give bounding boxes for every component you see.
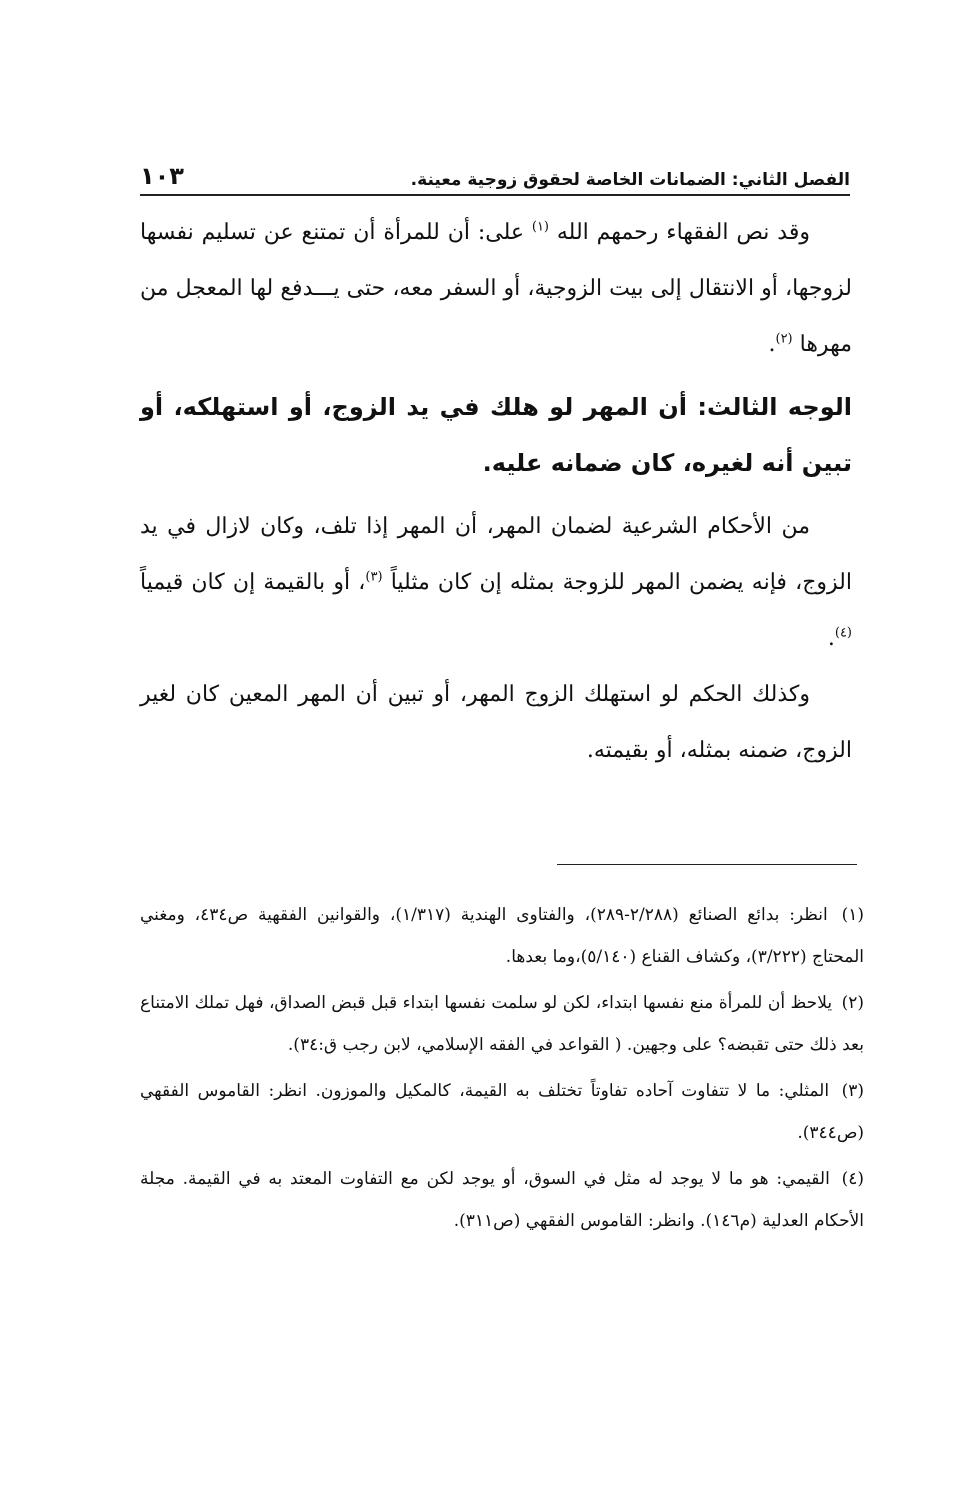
footnotes [140, 894, 864, 1246]
footnote-ref-3: (٣) [365, 569, 383, 585]
paragraph-2-part-b: ، أو بالقيمة إن كان قيمياً [140, 570, 366, 595]
paragraph-2-end: . [827, 626, 835, 651]
footnote-number: (٣) [841, 1081, 864, 1101]
footnote-text: انظر: بدائع الصنائع (٢/٢٨٨-٢٨٩)، والفتاوى الهندية (١/٣١٧)، والقوانين الفقهية ص٤٣٤، ومغني المحتاج (٣/٢٢٢)، وكشاف القناع (٥/١٤٠)،وما بعدها. [140, 905, 864, 967]
footnote-ref-1: (١) [531, 219, 549, 235]
footnote-4 [140, 1158, 864, 1242]
footnote-text: يلاحظ أن للمرأة منع نفسها ابتداء، لكن لو سلمت نفسها ابتداء قبل قبض الصداق، فهل تملك الامتناع بعد ذلك حتى تقبضه؟ على وجهين. ( القواعد في الفقه الإسلامي، لابن رجب ق:٣٤). [140, 993, 864, 1055]
paragraph-1-part-a: وقد نص الفقهاء رحمهم الله [556, 220, 810, 245]
footnote-ref-2: (٢) [775, 331, 793, 347]
footnote-number: (١) [841, 905, 864, 925]
paragraph-1-end: . [768, 332, 776, 357]
footnote-2 [140, 982, 864, 1066]
paragraph-3: وكذلك الحكم لو استهلك الزوج المهر، أو تبين أن المهر المعين كان لغير الزوج، ضمنه بمثله، أو بقيمته. [140, 682, 852, 763]
footnote-text: القيمي: هو ما لا يوجد له مثل في السوق، أو يوجد لكن مع التفاوت المعتد به في القيمة. مجلة الأحكام العدلية (م١٤٦). وانظر: القاموس الفقهي (ص٣١١). [140, 1169, 864, 1231]
paragraph-1 [140, 205, 852, 373]
footnote-number: (٢) [841, 993, 864, 1013]
section-heading: الوجه الثالث: أن المهر لو هلك في يد الزوج، أو استهلكه، أو تبين أنه لغيره، كان ضمانه عليه. [140, 393, 852, 477]
paragraph-1-part-b: على: أن للمرأة أن تمتنع عن تسليم نفسها لزوجها، أو الانتقال إلى بيت الزوجية، أو السفر معه، حتى يـــدفع لها المعجل من مهرها [140, 220, 852, 357]
footnote-ref-4: (٤) [834, 625, 852, 641]
footnote-number: (٤) [841, 1169, 864, 1189]
paragraph-2-part-a: من الأحكام الشرعية لضمان المهر، أن المهر إذا تلف، وكان لازال في يد الزوج، فإنه يضمن المهر للزوجة بمثله إن كان مثلياً [140, 514, 852, 595]
running-title: الفصل الثاني: الضمانات الخاصة لحقوق زوجية معينة. [410, 170, 850, 190]
page-number: ١٠٣ [140, 162, 184, 190]
main-text [140, 205, 852, 779]
footnote-1 [140, 894, 864, 978]
footnote-separator [557, 864, 857, 865]
footnote-3 [140, 1070, 864, 1154]
footnote-text: المثلي: ما لا تتفاوت آحاده تفاوتاً تختلف به القيمة، كالمكيل والموزون. انظر: القاموس الفقهي (ص٣٤٤). [140, 1081, 864, 1143]
paragraph-2 [140, 499, 852, 667]
page-header [140, 160, 850, 196]
